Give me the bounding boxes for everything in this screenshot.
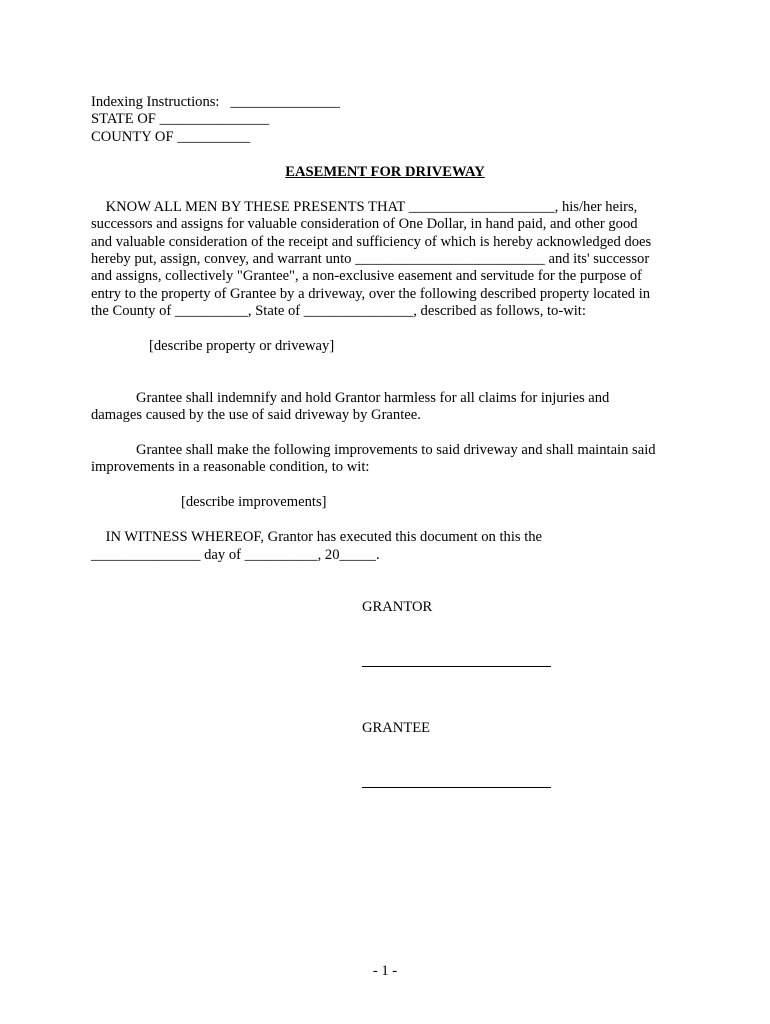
paragraph-1-line: hereby put, assign, convey, and warrant unto __________________________ and its' successor <box>91 251 650 267</box>
paragraph-3-line: Grantee shall make the following improvements to said driveway and shall maintain said <box>136 442 656 458</box>
paragraph-1-line: entry to the property of Grantee by a driveway, over the following described property located in <box>91 286 651 302</box>
paragraph-1-line: successors and assigns for valuable consideration of One Dollar, in hand paid, and other good <box>91 216 638 232</box>
paragraph-1-line: and assigns, collectively "Grantee", a non-exclusive easement and servitude for the purpose of <box>91 268 642 284</box>
paragraph-1-line: the County of __________, State of _______________, described as follows, to-wit: <box>91 303 586 319</box>
paragraph-2-line: damages caused by the use of said driveway by Grantee. <box>91 407 421 423</box>
witness-date-line: _______________ day of __________, 20_____. <box>91 547 380 563</box>
grantee-label: GRANTEE <box>362 720 431 736</box>
page-number: - 1 - <box>372 963 398 979</box>
paragraph-1-line: and valuable consideration of the receipt and sufficiency of which is hereby acknowledged does <box>91 234 652 250</box>
paragraph-3-line: improvements in a reasonable condition, to wit: <box>91 459 370 475</box>
indexing-instructions: Indexing Instructions: _______________ <box>91 94 340 110</box>
improvements-placeholder: [describe improvements] <box>181 494 327 510</box>
paragraph-2-line: Grantee shall indemnify and hold Grantor harmless for all claims for injuries and <box>136 390 610 406</box>
paragraph-1-line: KNOW ALL MEN BY THESE PRESENTS THAT ____________________, his/her heirs, <box>91 199 638 215</box>
county-line: COUNTY OF __________ <box>91 129 251 145</box>
state-line: STATE OF _______________ <box>91 111 270 127</box>
property-placeholder: [describe property or driveway] <box>149 338 335 354</box>
document-title: EASEMENT FOR DRIVEWAY <box>285 164 485 180</box>
grantee-signature-line <box>362 787 551 788</box>
grantor-signature-line <box>362 666 551 667</box>
grantor-label: GRANTOR <box>362 599 433 615</box>
witness-line: IN WITNESS WHEREOF, Grantor has executed this document on this the <box>91 529 543 545</box>
